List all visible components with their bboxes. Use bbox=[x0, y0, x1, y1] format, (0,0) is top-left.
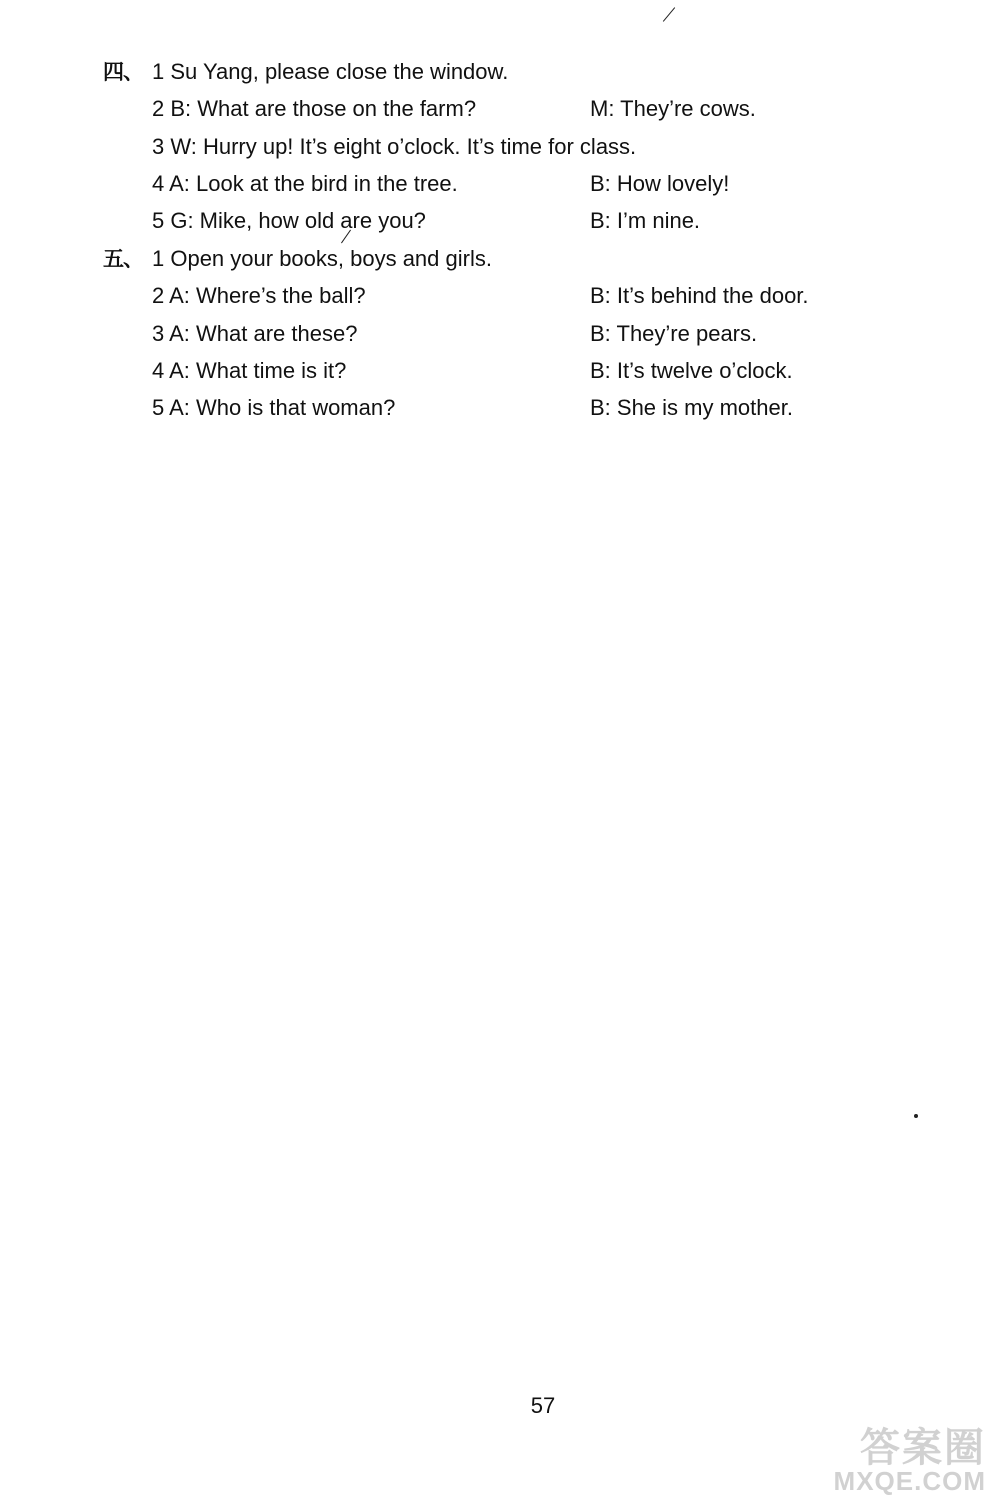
question-text: 2 A: Where’s the ball? bbox=[152, 283, 366, 308]
question-text: 1 Open your books, boys and girls. bbox=[152, 246, 492, 271]
question-text: 1 Su Yang, please close the window. bbox=[152, 59, 509, 84]
question-text: 5 A: Who is that woman? bbox=[152, 395, 396, 420]
watermark-title: 答案圈 bbox=[860, 1425, 986, 1471]
answer-text: B: I’m nine. bbox=[590, 208, 701, 233]
watermark-logo bbox=[766, 1416, 996, 1496]
section-5-item-5 bbox=[0, 390, 1000, 426]
answer-text: B: How lovely! bbox=[590, 171, 730, 196]
answer-text: B: It’s twelve o’clock. bbox=[590, 358, 793, 383]
answer-text: M: They’re cows. bbox=[590, 96, 756, 121]
answer-text: B: She is my mother. bbox=[590, 395, 793, 420]
section-5-item-1 bbox=[0, 241, 1000, 277]
question-text: 4 A: Look at the bird in the tree. bbox=[152, 171, 458, 196]
section-5-item-4 bbox=[0, 353, 1000, 389]
page-number: 57 bbox=[530, 1393, 556, 1418]
question-text: 4 A: What time is it? bbox=[152, 358, 347, 383]
section-4-item-5 bbox=[0, 203, 1000, 239]
section-5-item-3 bbox=[0, 316, 1000, 352]
answer-text: B: It’s behind the door. bbox=[590, 283, 809, 308]
section-4-item-2 bbox=[0, 91, 1000, 127]
pen-mark bbox=[663, 7, 675, 21]
section-4-label: 四、 bbox=[103, 59, 143, 84]
question-text: 5 G: Mike, how old are you? bbox=[152, 208, 426, 233]
answer-text: B: They’re pears. bbox=[590, 321, 758, 346]
section-5-item-2 bbox=[0, 278, 1000, 314]
section-4-item-4 bbox=[0, 166, 1000, 202]
section-4-item-3 bbox=[0, 129, 1000, 165]
stray-dot bbox=[914, 1114, 918, 1118]
section-4-item-1 bbox=[0, 54, 1000, 90]
section-5-label: 五、 bbox=[103, 246, 143, 271]
question-text: 3 A: What are these? bbox=[152, 321, 358, 346]
watermark-url: MXQE.COM bbox=[833, 1466, 986, 1496]
question-text: 2 B: What are those on the farm? bbox=[152, 96, 477, 121]
question-text: 3 W: Hurry up! It’s eight o’clock. It’s time for class. bbox=[152, 134, 637, 159]
